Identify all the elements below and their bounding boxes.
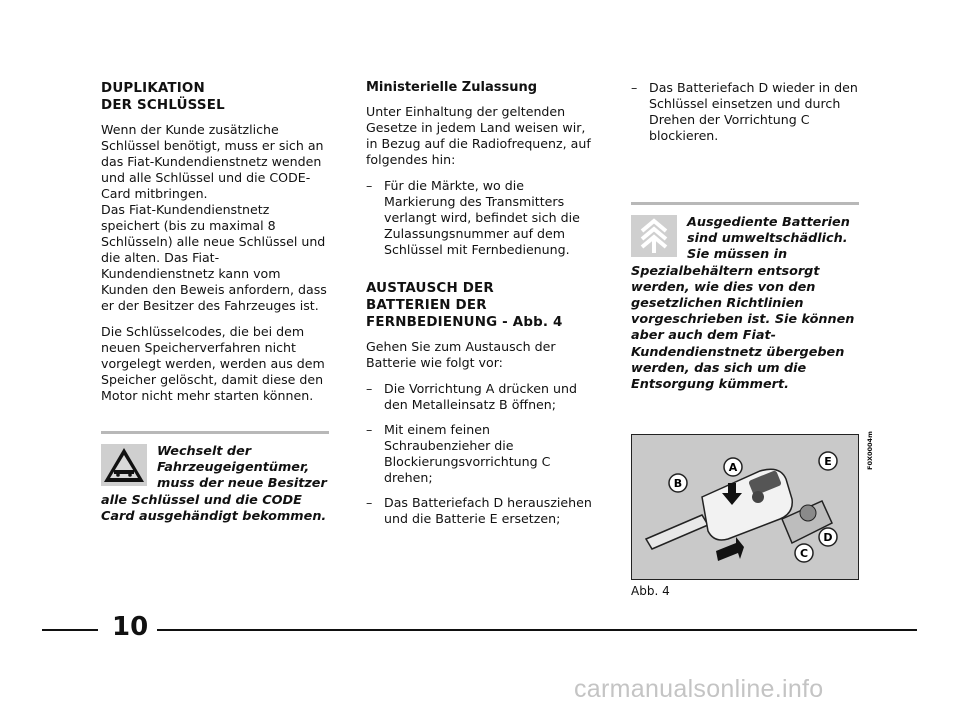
paragraph: Die Schlüsselcodes, die bei dem neuen Speicherverfahren nicht vorgelegt werden, werden aus dem Speicher gelöscht, damit diese den Motor nicht mehr starten können. bbox=[101, 324, 325, 403]
environment-note bbox=[631, 202, 859, 393]
figure-caption: Abb. 4 bbox=[631, 584, 670, 598]
label-a: A bbox=[728, 461, 738, 474]
paragraph: Wenn der Kunde zusätzliche Schlüssel benötigt, muss er sich an das Fiat-Kundendienstnetz wenden und alle Schlüssel und die CODE-Card mitbringen. bbox=[101, 122, 324, 201]
warning-text: Wechselt der Fahrzeugeigentümer, muss der neue Besitzer alle Schlüssel und die CODE Card ausgehändigt bekommen. bbox=[101, 444, 327, 524]
note-divider bbox=[631, 202, 859, 205]
paragraph: Das Fiat-Kundendienstnetz speichert (bis zu maximal 8 Schlüsseln) alle neue Schlüssel und die alten. Das Fiat-Kundendienstnetz kann vom Kunden den Beweis anfordern, dass er der Besitzer des Fahrzeuges ist. bbox=[101, 202, 327, 313]
paragraph: Gehen Sie zum Austausch der Batterie wie folgt vor: bbox=[366, 339, 556, 370]
label-e: E bbox=[824, 455, 832, 468]
footer-rule-right bbox=[157, 629, 917, 631]
label-b: B bbox=[673, 477, 683, 490]
list-item: – Das Batteriefach D wieder in den Schlüssel einsetzen und durch Drehen der Vorrichtung C blockieren. bbox=[631, 80, 859, 144]
list-item: – Für die Märkte, wo die Markierung des Transmitters verlangt wird, befindet sich die Zulassungsnummer auf dem Schlüssel mit Fernbedienung. bbox=[366, 178, 594, 258]
column-1 bbox=[101, 80, 329, 414]
footer-rule-left bbox=[42, 629, 98, 631]
figure-code: F0X0004m bbox=[866, 431, 874, 470]
column-2 bbox=[366, 80, 594, 536]
recycle-tree-icon bbox=[631, 215, 677, 257]
subheading-zulassung: Ministerielle Zulassung bbox=[366, 80, 538, 95]
environment-text: Ausgediente Batterien sind umweltschädlich. Sie müssen in Spezialbehältern entsorgt werden, wie dies von den gesetzlichen Richtlinien vorgeschrieben ist. Sie können aber auch dem Fiat-Kundendienstnetz übergeben werden, das sich um die Entsorgung kümmert. bbox=[631, 215, 855, 393]
paragraph: Unter Einhaltung der geltenden Gesetze in jedem Land weisen wir, in Bezug auf die Radiofrequenz, auf folgendes hin: bbox=[366, 104, 591, 167]
label-d: D bbox=[823, 531, 833, 544]
column-3 bbox=[631, 80, 859, 153]
battery bbox=[800, 505, 816, 521]
note-divider bbox=[101, 431, 329, 434]
warning-triangle-icon bbox=[101, 444, 147, 486]
watermark: carmanualsonline.info bbox=[574, 675, 824, 703]
list-item: – Die Vorrichtung A drücken und den Metalleinsatz B öffnen; bbox=[366, 381, 594, 413]
figure-key-battery bbox=[631, 434, 859, 580]
section-heading-austausch: AUSTAUSCH DER BATTERIEN DER FERNBEDIENUNG - Abb. 4 bbox=[366, 281, 563, 330]
section-heading-duplikation: DUPLIKATION DER SCHLÜSSEL bbox=[101, 81, 225, 113]
list-item: – Mit einem feinen Schraubenzieher die Blockierungsvorrichtung C drehen; bbox=[366, 422, 594, 486]
page-number: 10 bbox=[112, 612, 149, 642]
list-item: – Das Batteriefach D herausziehen und die Batterie E ersetzen; bbox=[366, 495, 594, 527]
warning-note bbox=[101, 431, 329, 525]
label-c: C bbox=[799, 547, 809, 560]
